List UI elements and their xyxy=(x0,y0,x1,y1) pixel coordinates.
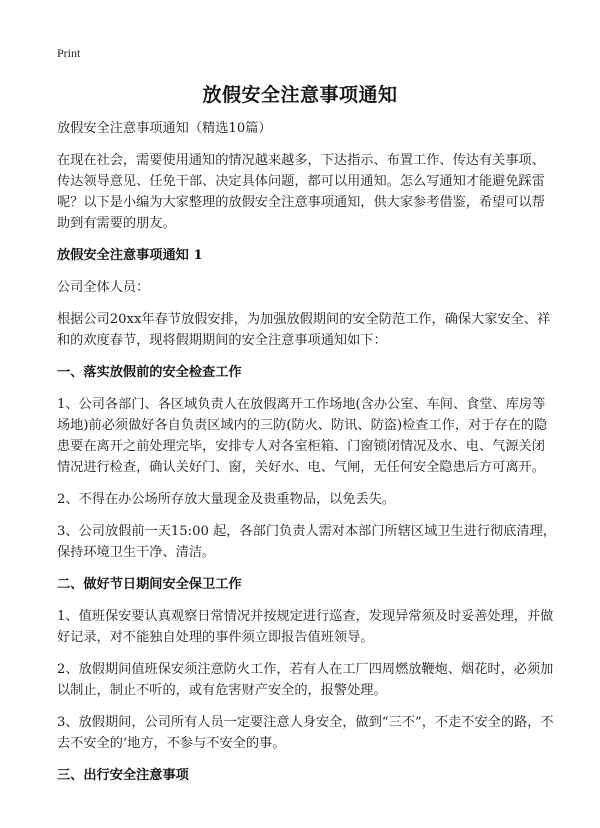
section-2-item-1: 1、值班保安要认真观察日常情况并按规定进行巡查，发现异常须及时妥善处理，并做好记录，对不能独自处理的事件须立即报告值班领导。 xyxy=(57,609,554,645)
section-heading-1: 一、落实放假前的安全检查工作 xyxy=(57,365,242,380)
print-label[interactable]: Print xyxy=(57,46,81,60)
salutation: 公司全体人员： xyxy=(57,280,150,295)
document-body xyxy=(57,118,557,797)
notice-heading: 放假安全注意事项通知 1 xyxy=(57,248,203,263)
section-heading-3: 三、出行安全注意事项 xyxy=(57,768,189,783)
intro-paragraph: 在现在社会，需要使用通知的情况越来越多，下达指示、布置工作、传达有关事项、传达领导意见、任免干部、决定具体问题，都可以用通知。怎么写通知才能避免踩雷呢？以下是小编为大家整理的放假安全注意事项通知，供大家参考借鉴，希望可以帮助到有需要的朋友。 xyxy=(57,153,545,231)
section-1-item-1: 1、公司各部门、各区域负责人在放假离开工作场地(含办公室、车间、食堂、库房等场地)前必须做好各自负责区域内的三防(防火、防讯、防盗)检查工作，对于存在的隐患要在离开之前处理完毕，安排专人对各室柜箱、门窗锁闭情况及水、电、气源关闭情况进行检查，确认关好门、窗，关好水、电、气闸，无任何安全隐患后方可离开。 xyxy=(57,397,548,475)
section-1-item-2: 2、不得在办公场所存放大量现金及贵重物品，以免丢失。 xyxy=(57,492,396,507)
section-1-item-3: 3、公司放假前一天15:00 起，各部门负责人需对本部门所辖区域卫生进行彻底清理，保持环境卫生干净、清洁。 xyxy=(57,524,556,560)
section-2-item-3: 3、放假期间，公司所有人员一定要注意人身安全，做到“三不”，不走不安全的路，不去不安全的‘地方，不参与不安全的事。 xyxy=(57,715,554,751)
section-heading-2: 二、做好节日期间安全保卫工作 xyxy=(57,577,242,592)
page-title: 放假安全注意事项通知 xyxy=(202,84,398,106)
notice-intro-paragraph: 根据公司20xx年春节放假安排，为加强放假期间的安全防范工作，确保大家安全、祥和的欢度春节，现将假期期间的安全注意事项通知如下： xyxy=(57,312,551,348)
subtitle: 放假安全注意事项通知（精选10篇） xyxy=(57,121,272,136)
section-2-item-2: 2、放假期间值班保安须注意防火工作，若有人在工厂四周燃放鞭炮、烟花时，必须加以制止，制止不听的，或有危害财产安全的，报警处理。 xyxy=(57,662,554,698)
